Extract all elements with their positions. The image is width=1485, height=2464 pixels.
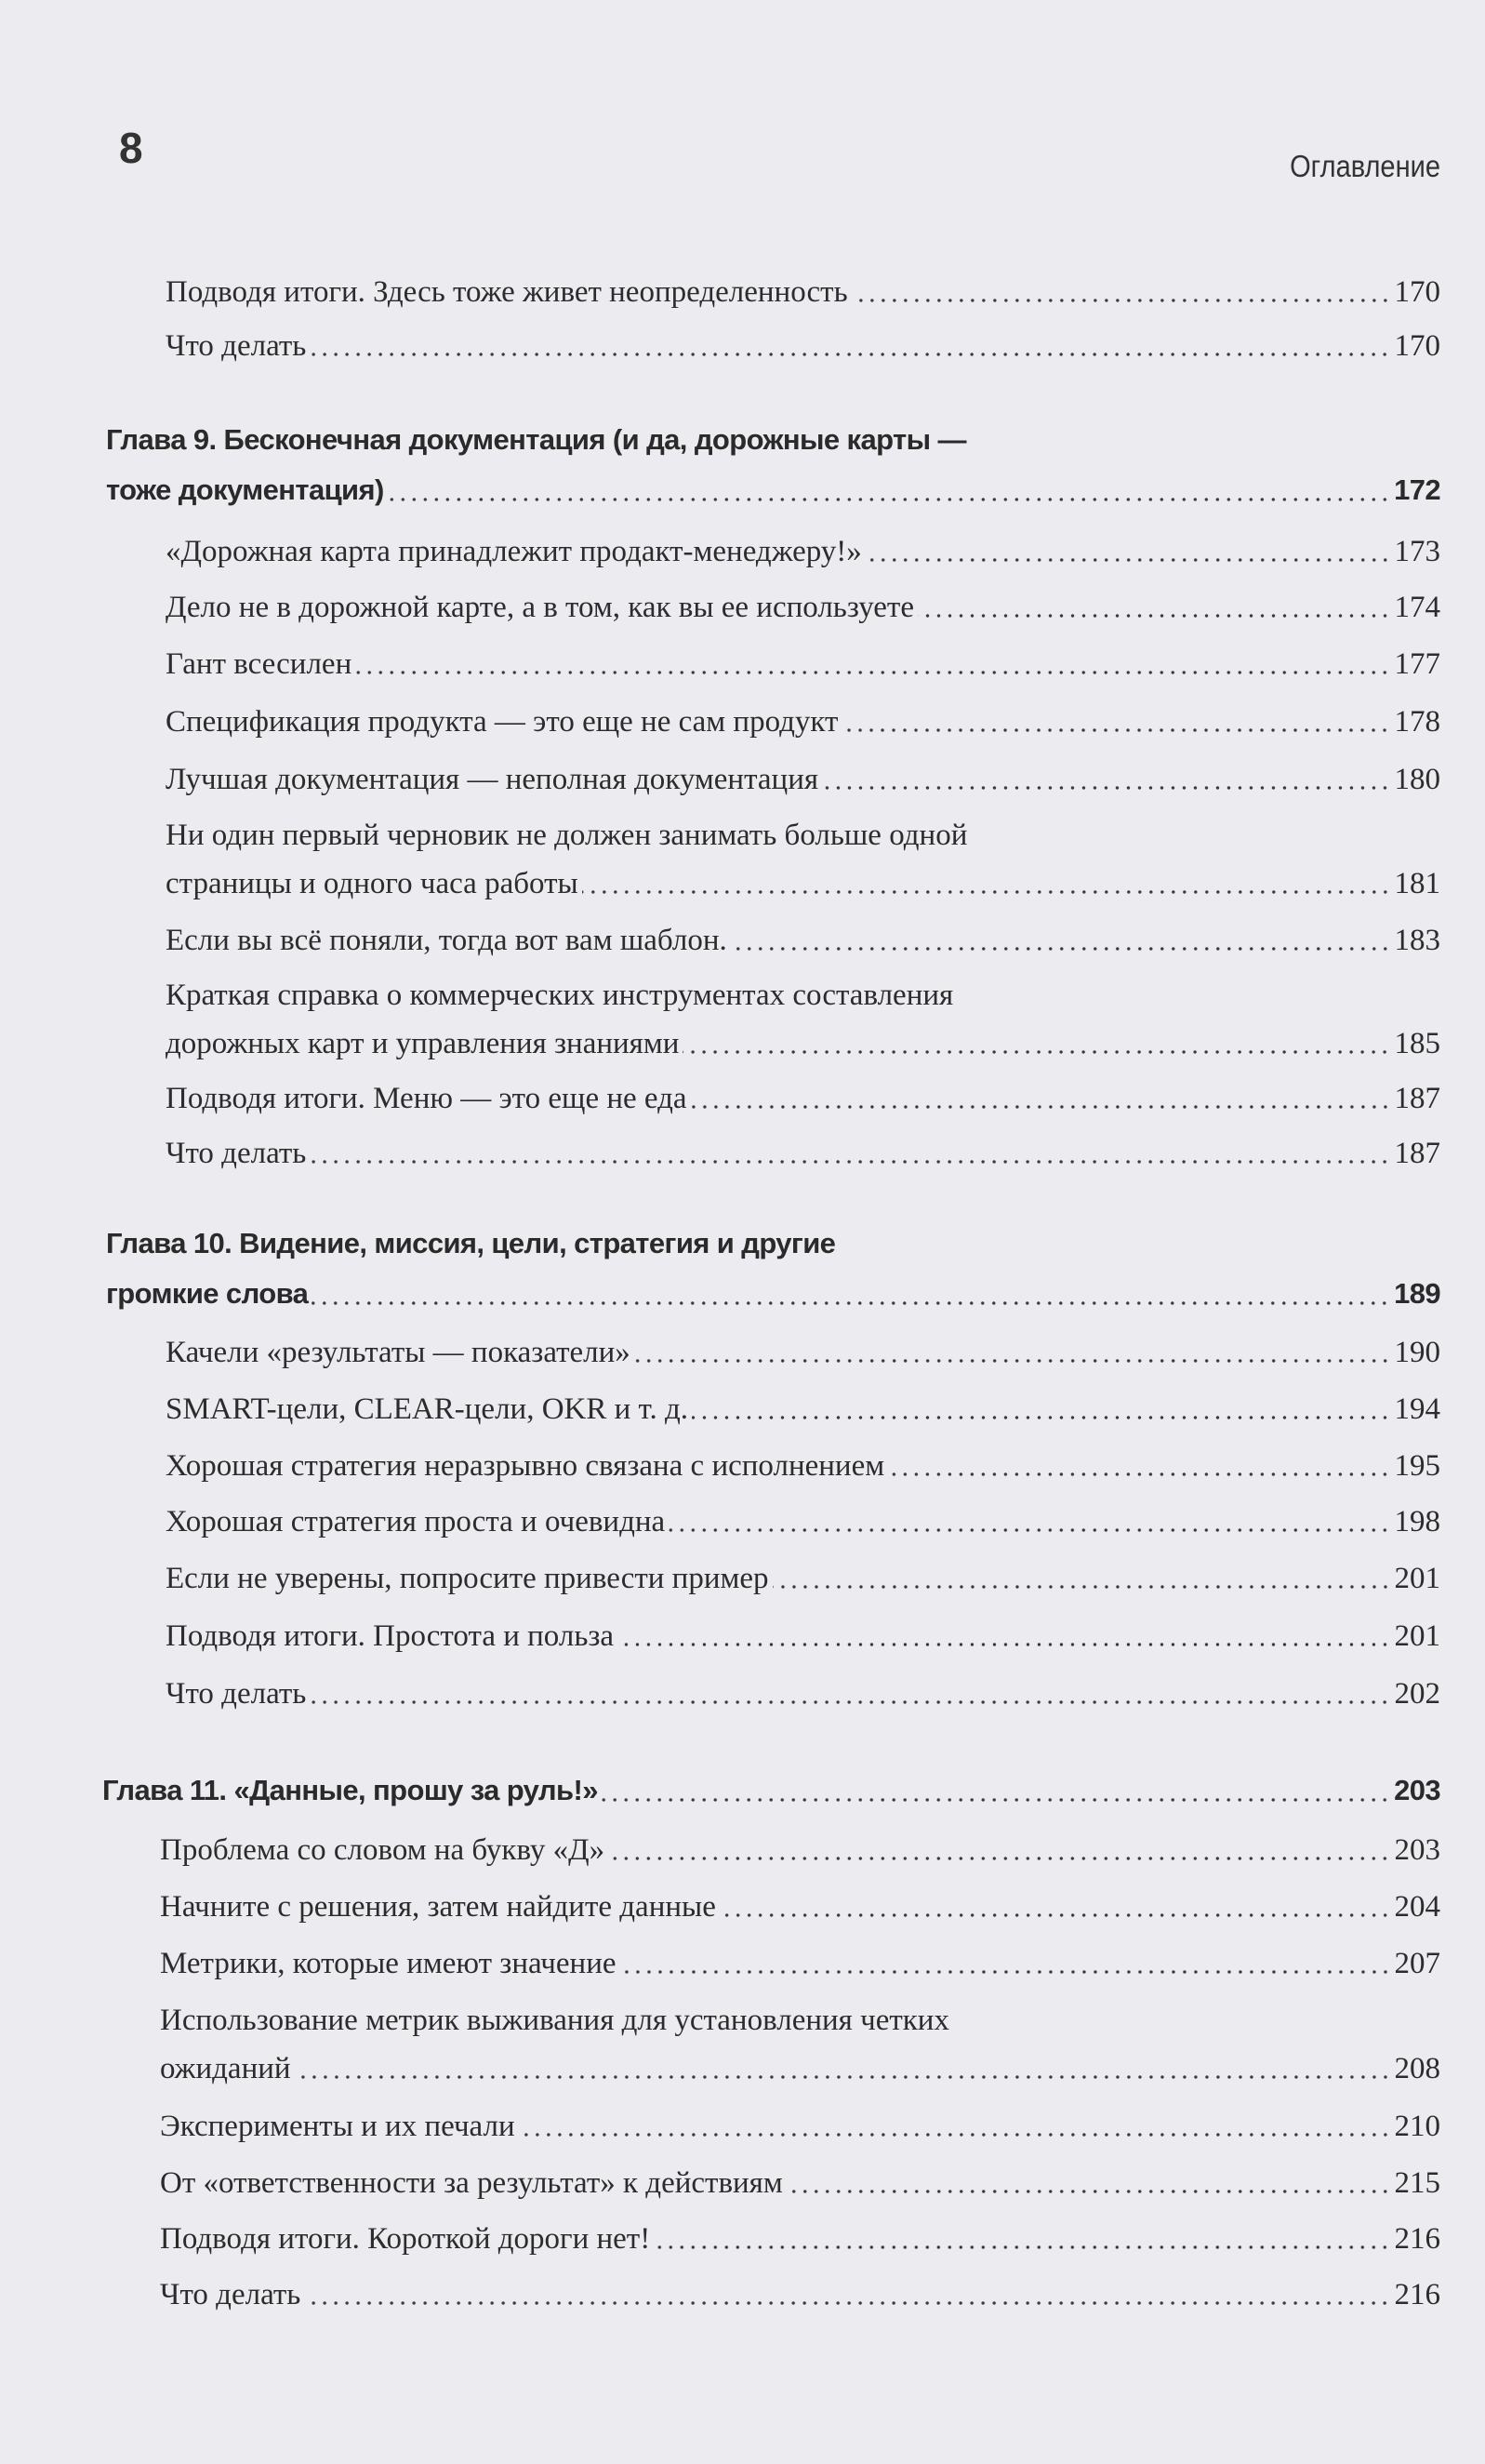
toc-entry[interactable] [160,2215,1440,2263]
entry-page: 216 [1394,2222,1440,2256]
entry-page: 194 [1394,1392,1440,1426]
toc-chapter-11[interactable] [102,1765,1440,1816]
entry-page: 198 [1394,1505,1440,1538]
entry-page: 215 [1394,2166,1440,2200]
chapter-page: 189 [1394,1277,1440,1310]
dot-leader [654,2243,1390,2252]
toc-entry[interactable] [166,1442,1440,1490]
entry-title: Хорошая стратегия проста и очевидна [166,1505,666,1538]
dot-leader [355,668,1390,677]
dot-leader [602,1795,1390,1805]
entry-title-line1: Ни один первый черновик не должен занимать больше одной [166,819,968,852]
entry-page: 180 [1394,763,1440,796]
dot-leader [304,2298,1390,2308]
entry-title: Подводя итоги. Меню — это еще не еда [166,1082,687,1115]
entry-title: Что делать [166,1137,307,1170]
chapter-page: 203 [1394,1774,1440,1806]
dot-leader [773,1582,1391,1592]
toc-entry[interactable] [166,755,1440,804]
dot-leader [918,611,1391,620]
toc-entry[interactable] [160,1939,1440,1988]
dot-leader [888,1470,1390,1479]
running-title: Оглавление [1290,149,1440,183]
dot-leader [608,1854,1390,1863]
entry-title-line1: Использование метрик выживания для установления четких [160,2004,949,2037]
chapter-title-line2: тоже документация) [106,473,384,506]
toc-entry[interactable] [166,971,1440,1068]
dot-leader [866,555,1391,565]
toc-entry[interactable] [166,527,1440,576]
toc-chapter-9[interactable] [106,415,1440,515]
entry-page: 204 [1394,1890,1440,1924]
entry-title: Качели «результаты — показатели» [166,1336,630,1369]
dot-leader [310,350,1390,359]
toc-entry[interactable] [166,583,1440,632]
dot-leader [787,2187,1391,2196]
chapter-title-line1: Глава 9. Бесконечная документация (и да, дорожные карты — [106,423,966,456]
dot-leader [620,1967,1391,1977]
dot-leader [310,1698,1390,1707]
entry-title: «Дорожная карта принадлежит продакт-менеджеру!» [166,535,862,568]
toc-entry[interactable] [160,1826,1440,1874]
chapter-title-line2: громкие слова [106,1277,309,1310]
entry-title: Хорошая стратегия неразрывно связана с исполнением [166,1449,885,1483]
toc-entry[interactable] [160,2271,1440,2319]
toc-entry[interactable] [166,1129,1440,1178]
entry-page: 181 [1394,867,1440,900]
toc-entry[interactable] [166,640,1440,688]
dot-leader [519,2130,1391,2139]
entry-title: Если вы всё поняли, тогда вот вам шаблон. [166,924,727,957]
entry-title: Подводя итоги. Короткой дороги нет! [160,2222,651,2256]
entry-title: Эксперименты и их печали [160,2110,515,2143]
entry-title-line1: Краткая справка о коммерческих инструментах составления [166,979,954,1012]
entry-title-line2: страницы и одного часа работы [166,867,578,900]
entry-page: 187 [1394,1082,1440,1115]
entry-page: 174 [1394,591,1440,624]
dot-leader [731,944,1391,953]
dot-leader [310,1157,1390,1166]
entry-title: Если не уверены, попросите привести пример [166,1562,769,1595]
entry-page: 210 [1394,2110,1440,2143]
entry-page: 183 [1394,924,1440,957]
entry-page: 202 [1394,1677,1440,1711]
dot-leader [822,783,1390,792]
toc-entry[interactable] [166,1498,1440,1546]
toc-entry[interactable] [166,322,1440,370]
entry-title: Что делать [166,329,307,363]
toc-entry[interactable] [166,916,1440,965]
chapter-title-line1: Глава 10. Видение, миссия, цели, стратегия и другие [106,1227,836,1259]
entry-title: Подводя итоги. Простота и польза [166,1619,615,1653]
toc-entry[interactable] [166,268,1440,316]
entry-page: 207 [1394,1947,1440,1980]
page-number: 8 [119,124,143,172]
entry-page: 203 [1394,1833,1440,1867]
entry-title: Метрики, которые имеют значение [160,1947,617,1980]
chapter-page: 172 [1394,473,1440,506]
entry-title: Подводя итоги. Здесь тоже живет неопределенность [166,275,848,309]
entry-title: Проблема со словом на букву «Д» [160,1833,605,1867]
dot-leader [295,2072,1391,2082]
entry-title-line2: ожиданий [160,2052,291,2085]
dot-leader [842,726,1390,735]
toc-entry[interactable] [166,1554,1440,1603]
toc-entry[interactable] [166,811,1440,908]
dot-leader [683,1047,1390,1057]
entry-title: Гант всесилен [166,647,352,681]
entry-page: 173 [1394,535,1440,568]
entry-page: 190 [1394,1336,1440,1369]
entry-page: 170 [1394,275,1440,309]
dot-leader [312,1299,1390,1308]
toc-entry[interactable] [160,2102,1440,2151]
dot-leader [720,1911,1391,1920]
entry-title: Спецификация продукта — это еще не сам продукт [166,705,839,739]
entry-page: 185 [1394,1027,1440,1060]
entry-title: От «ответственности за результат» к действиям [160,2166,783,2200]
entry-page: 170 [1394,329,1440,363]
chapter-title: Глава 11. «Данные, прошу за руль!» [102,1774,598,1806]
entry-page: 201 [1394,1562,1440,1595]
entry-page: 178 [1394,705,1440,739]
dot-leader [388,495,1390,504]
toc-entry[interactable] [166,1074,1440,1123]
entry-page: 208 [1394,2052,1440,2085]
dot-leader [692,1413,1390,1422]
dot-leader [634,1356,1391,1365]
toc-entry[interactable] [166,1670,1440,1718]
dot-leader [691,1102,1391,1112]
toc-entry[interactable] [166,698,1440,746]
entry-title: Дело не в дорожной карте, а в том, как вы ее используете [166,591,914,624]
toc-entry[interactable] [160,1883,1440,1931]
entry-page: 177 [1394,647,1440,681]
toc-entry[interactable] [160,1996,1440,2093]
toc-entry[interactable] [160,2159,1440,2207]
entry-page: 195 [1394,1449,1440,1483]
entry-page: 201 [1394,1619,1440,1653]
entry-title: Лучшая документация — неполная документация [166,763,819,796]
dot-leader [852,296,1391,305]
dot-leader [617,1640,1390,1649]
entry-title: Начните с решения, затем найдите данные [160,1890,716,1924]
dot-leader [582,887,1391,897]
entry-title: Что делать [160,2278,301,2311]
toc-chapter-10[interactable] [106,1219,1440,1319]
entry-page: 216 [1394,2278,1440,2311]
dot-leader [669,1525,1390,1535]
toc-entry[interactable] [166,1328,1440,1377]
entry-title-line2: дорожных карт и управления знаниями [166,1027,680,1060]
entry-page: 187 [1394,1137,1440,1170]
toc-entry[interactable] [166,1612,1440,1660]
entry-title: Что делать [166,1677,307,1711]
toc-entry[interactable] [166,1385,1440,1433]
entry-title: SMART-цели, CLEAR-цели, OKR и т. д. [166,1392,689,1426]
